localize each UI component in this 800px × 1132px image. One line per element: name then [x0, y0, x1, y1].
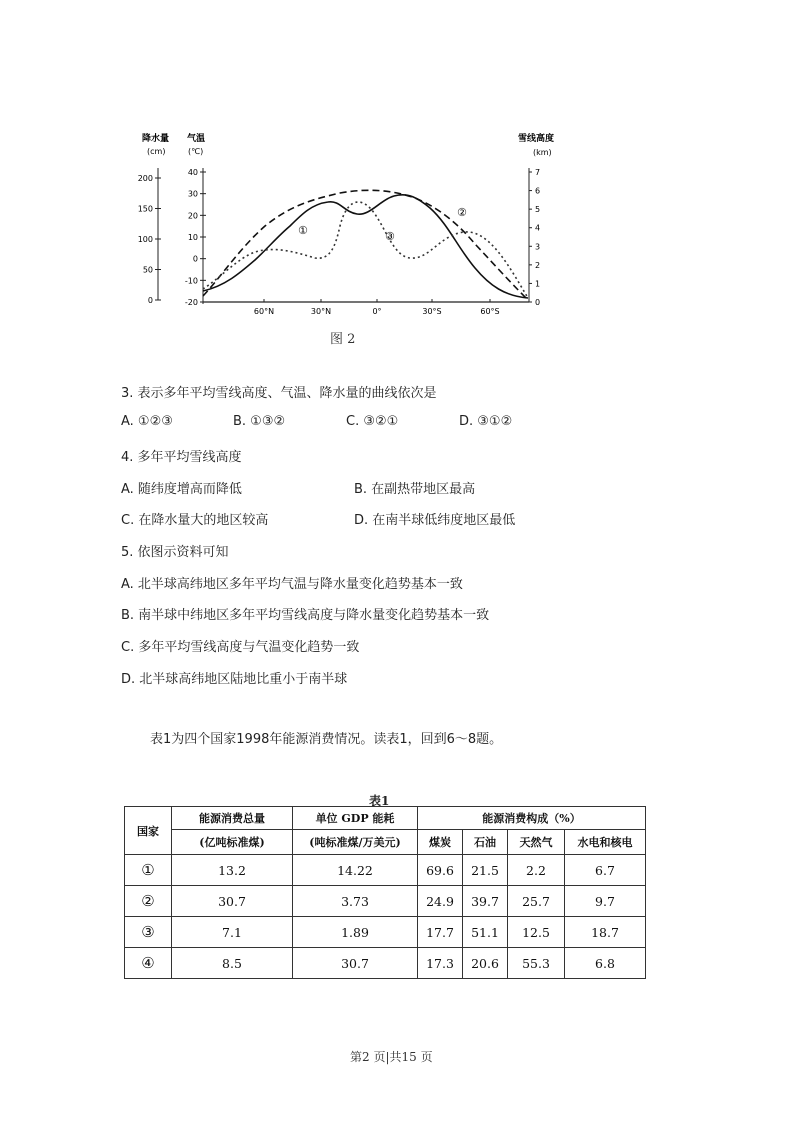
cell-gas: 55.3 [508, 948, 565, 979]
temp-axis-title: 气温 [187, 134, 206, 144]
table-title: 表1 [369, 794, 390, 808]
cell-gdp: 14.22 [293, 855, 418, 886]
temp-tick-label: 0 [192, 254, 198, 264]
q5-option-c: C. 多年平均雪线高度与气温变化趋势一致 [121, 640, 360, 655]
snowline-ticks [529, 168, 540, 307]
cell-total: 7.1 [172, 917, 293, 948]
cell-hydro: 6.7 [565, 855, 646, 886]
energy-table [124, 806, 646, 979]
table-row [125, 948, 646, 979]
cell-gdp: 3.73 [293, 886, 418, 917]
snowline-tick-label: 7 [535, 168, 541, 177]
snowline-tick-label: 6 [535, 186, 541, 196]
snowline-axis-title: 雪线高度 [518, 134, 555, 144]
x-tick-label: 60°S [480, 307, 500, 316]
figure-2 [130, 128, 560, 353]
header-coal: 煤炭 [418, 830, 463, 855]
cell-gas: 25.7 [508, 886, 565, 917]
snowline-tick-label: 4 [535, 223, 541, 233]
precip-axis-title: 降水量 [142, 134, 170, 144]
precip-tick-label: 150 [137, 204, 153, 214]
cell-country: ③ [125, 917, 172, 948]
cell-oil: 20.6 [463, 948, 508, 979]
temp-tick-label: 40 [187, 168, 198, 177]
temp-tick-label: 10 [187, 233, 198, 242]
question-4-stem: 4. 多年平均雪线高度 [121, 450, 242, 465]
q5-option-a: A. 北半球高纬地区多年平均气温与降水量变化趋势基本一致 [121, 577, 463, 592]
cell-country: ① [125, 855, 172, 886]
cell-coal: 24.9 [418, 886, 463, 917]
cell-coal: 69.6 [418, 855, 463, 886]
q3-option-a: A. ①②③ [121, 414, 173, 429]
table-row [125, 917, 646, 948]
snowline-tick-label: 1 [535, 279, 541, 289]
q3-option-c: C. ③②① [346, 414, 399, 429]
cell-gdp: 30.7 [293, 948, 418, 979]
table-row [125, 855, 646, 886]
q4-option-c: C. 在降水量大的地区较高 [121, 513, 269, 528]
q5-option-d: D. 北半球高纬地区陆地比重小于南半球 [121, 672, 348, 687]
latitude-profile-chart [130, 128, 560, 353]
snowline-tick-label: 2 [535, 260, 541, 270]
q4-option-b: B. 在副热带地区最高 [354, 482, 476, 497]
curve-label-1: ① [298, 224, 308, 237]
header-hydro: 水电和核电 [565, 830, 646, 855]
curve-dashed [203, 190, 528, 300]
header-gdp-unit: (吨标准煤/万美元) [293, 830, 418, 855]
curve-label-3: ③ [385, 230, 395, 243]
q3-option-d: D. ③①② [459, 414, 513, 429]
cell-hydro: 6.8 [565, 948, 646, 979]
snowline-tick-label: 0 [535, 298, 541, 307]
cell-oil: 21.5 [463, 855, 508, 886]
curve-label-2: ② [457, 206, 467, 219]
curve-dotted [203, 202, 528, 298]
temp-tick-label: 20 [187, 211, 198, 221]
q5-option-b: B. 南半球中纬地区多年平均雪线高度与降水量变化趋势基本一致 [121, 608, 490, 623]
cell-gas: 2.2 [508, 855, 565, 886]
temp-tick-label: -20 [184, 298, 198, 307]
curve-solid [203, 195, 528, 298]
header-total: 能源消费总量 [172, 807, 293, 830]
header-country: 国家 [125, 807, 172, 855]
x-tick-label: 0° [372, 307, 382, 316]
header-oil: 石油 [463, 830, 508, 855]
x-tick-label: 30°S [422, 307, 442, 316]
page-footer: 第2 页|共15 页 [350, 1050, 433, 1064]
precip-axis-unit: (cm) [147, 147, 166, 156]
question-5-stem: 5. 依图示资料可知 [121, 545, 229, 560]
snowline-tick-label: 5 [535, 205, 541, 215]
figure-caption: 图 2 [330, 332, 356, 347]
cell-hydro: 18.7 [565, 917, 646, 948]
table-row [125, 886, 646, 917]
cell-total: 8.5 [172, 948, 293, 979]
header-gas: 天然气 [508, 830, 565, 855]
cell-total: 13.2 [172, 855, 293, 886]
q4-option-a: A. 随纬度增高而降低 [121, 482, 242, 497]
cell-oil: 51.1 [463, 917, 508, 948]
header-composition: 能源消费构成（%） [418, 807, 646, 830]
cell-hydro: 9.7 [565, 886, 646, 917]
cell-coal: 17.3 [418, 948, 463, 979]
q3-option-b: B. ①③② [233, 414, 286, 429]
x-tick-label: 60°N [253, 307, 275, 316]
snowline-tick-label: 3 [535, 242, 541, 252]
cell-gdp: 1.89 [293, 917, 418, 948]
temp-tick-label: -10 [184, 276, 198, 286]
cell-coal: 17.7 [418, 917, 463, 948]
snowline-axis-unit: (km) [533, 148, 552, 157]
table-intro: 表1为四个国家1998年能源消费情况。读表1，回到6～8题。 [150, 732, 503, 747]
cell-gas: 12.5 [508, 917, 565, 948]
precip-tick-label: 200 [137, 174, 153, 183]
header-total-unit: (亿吨标准煤) [172, 830, 293, 855]
precip-tick-label: 50 [142, 265, 153, 275]
precip-tick-label: 0 [147, 296, 153, 305]
cell-country: ④ [125, 948, 172, 979]
header-gdp: 单位 GDP 能耗 [293, 807, 418, 830]
precip-tick-label: 100 [137, 235, 153, 244]
temp-axis-unit: (℃) [188, 147, 204, 156]
cell-oil: 39.7 [463, 886, 508, 917]
question-3-stem: 3. 表示多年平均雪线高度、气温、降水量的曲线依次是 [121, 386, 437, 401]
cell-total: 30.7 [172, 886, 293, 917]
x-tick-label: 30°N [310, 307, 332, 316]
temp-tick-label: 30 [187, 189, 198, 199]
cell-country: ② [125, 886, 172, 917]
q4-option-d: D. 在南半球低纬度地区最低 [354, 513, 516, 528]
